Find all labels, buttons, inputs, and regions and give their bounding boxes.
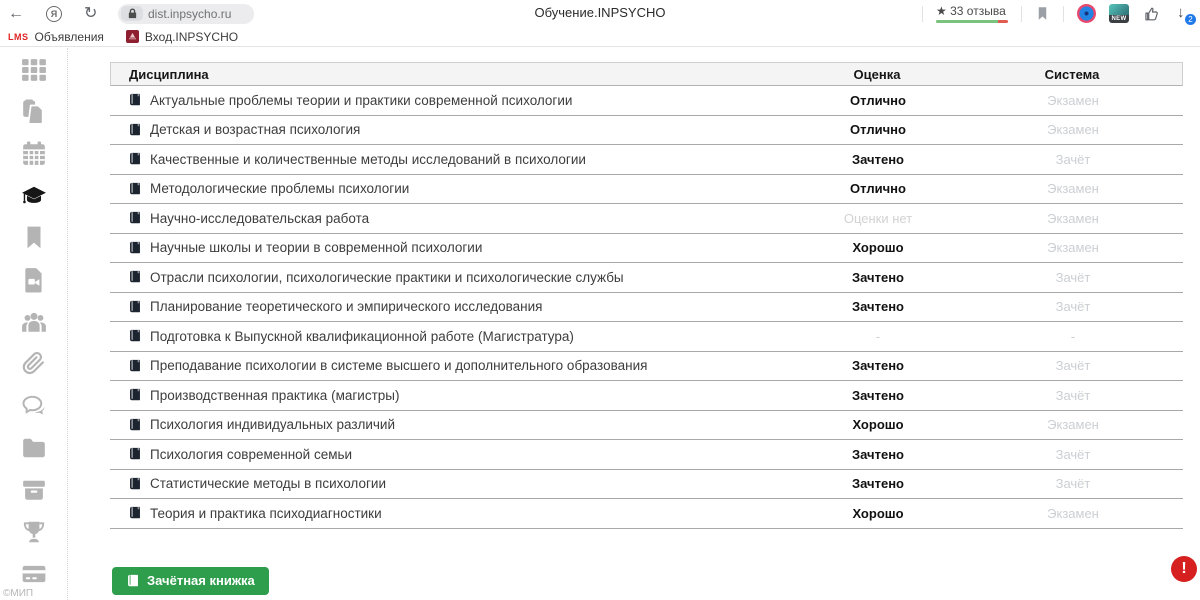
site-reviews-button[interactable] [936, 4, 1008, 23]
grades-table-body [110, 86, 1183, 529]
book-icon [128, 93, 142, 107]
system-value: - [1070, 328, 1076, 344]
sidebar-footer-label: ©МИП [3, 588, 34, 599]
book-icon [128, 300, 142, 314]
table-row[interactable] [110, 293, 1183, 323]
reviews-count: 33 отзыва [950, 4, 1006, 18]
system-value: Зачёт [1055, 446, 1091, 462]
alert-notification-button[interactable]: ! [1171, 556, 1197, 582]
table-row[interactable] [110, 116, 1183, 146]
discipline-name: Производственная практика (магистры) [150, 387, 400, 403]
extension-new-icon[interactable] [1109, 4, 1129, 23]
discipline-name: Подготовка к Выпускной квалификационной работе (Магистратура) [150, 328, 574, 344]
toolbar-divider [1021, 6, 1022, 22]
sidebar-item-apps-grid-icon[interactable] [21, 57, 47, 83]
grade-value: Зачтено [852, 446, 904, 462]
lms-favicon: LMS [8, 31, 29, 42]
grade-value: Зачтено [852, 476, 904, 492]
inpsycho-favicon [126, 30, 139, 43]
gradebook-button[interactable] [112, 567, 269, 595]
system-value: Зачёт [1055, 151, 1091, 167]
grade-value: Зачтено [852, 299, 904, 315]
table-row[interactable] [110, 470, 1183, 500]
grade-value: Зачтено [852, 387, 904, 403]
book-icon [128, 388, 142, 402]
system-value: Экзамен [1047, 417, 1099, 433]
system-value: Экзамен [1047, 122, 1099, 138]
table-row[interactable] [110, 145, 1183, 175]
grade-value: Отлично [850, 181, 906, 197]
grade-value: Зачтено [852, 269, 904, 285]
table-row[interactable] [110, 352, 1183, 382]
book-icon [128, 506, 142, 520]
header-system: Система [1044, 66, 1100, 82]
table-row[interactable] [110, 204, 1183, 234]
book-icon [128, 359, 142, 373]
sidebar-item-bookmarks-icon[interactable] [21, 225, 47, 251]
table-row[interactable] [110, 175, 1183, 205]
rating-bar [936, 20, 1008, 23]
grade-value: - [875, 328, 881, 344]
toolbar-divider [922, 6, 923, 22]
book-icon [128, 447, 142, 461]
main-content [68, 48, 1200, 600]
book-icon [128, 270, 142, 284]
refresh-icon[interactable]: ↻ [84, 4, 98, 22]
bookmark-flag-icon[interactable] [1035, 6, 1050, 21]
discipline-name: Качественные и количественные методы исследований в психологии [150, 151, 586, 167]
discipline-name: Научные школы и теории в современной психологии [150, 240, 483, 256]
toolbar-divider [1063, 6, 1064, 22]
back-icon[interactable]: ← [8, 4, 24, 22]
table-row[interactable] [110, 411, 1183, 441]
sidebar-item-education-icon[interactable] [21, 183, 47, 209]
book-icon [128, 241, 142, 255]
sidebar-item-payments-icon[interactable] [21, 561, 47, 587]
tab-title: Обучение.INPSYCHO [534, 5, 666, 20]
table-row[interactable] [110, 322, 1183, 352]
discipline-name: Методологические проблемы психологии [150, 181, 410, 197]
table-header-row [110, 62, 1183, 86]
discipline-name: Актуальные проблемы теории и практики современной психологии [150, 92, 573, 108]
downloads-count-badge: 2 [1185, 14, 1196, 25]
table-row[interactable] [110, 381, 1183, 411]
gradebook-button-label: Зачётная книжка [147, 573, 255, 588]
grade-value: Зачтено [852, 358, 904, 374]
grade-value: Хорошо [852, 417, 904, 433]
book-icon [128, 182, 142, 196]
app-sidebar [0, 48, 68, 600]
discipline-name: Преподавание психологии в системе высшего и дополнительного образования [150, 358, 648, 374]
bookmark-item-lms[interactable] [8, 30, 104, 44]
system-value: Зачёт [1055, 358, 1091, 374]
discipline-name: Детская и возрастная психология [150, 122, 361, 138]
sidebar-item-video-materials-icon[interactable] [21, 267, 47, 293]
system-value: Зачёт [1055, 476, 1091, 492]
sidebar-item-documents-icon[interactable] [21, 99, 47, 125]
sidebar-item-calendar-icon[interactable] [21, 141, 47, 167]
grade-value: Отлично [850, 122, 906, 138]
sidebar-item-attachments-icon[interactable] [21, 351, 47, 377]
table-row[interactable] [110, 499, 1183, 529]
grade-value: Зачтено [852, 151, 904, 167]
downloads-button[interactable] [1174, 3, 1194, 25]
sidebar-item-archive-icon[interactable] [21, 477, 47, 503]
download-icon: ↓ [1177, 3, 1185, 21]
header-grade: Оценка [853, 66, 901, 82]
discipline-name: Научно-исследовательская работа [150, 210, 370, 226]
sidebar-item-messages-icon[interactable] [21, 393, 47, 419]
header-discipline: Дисциплина [129, 66, 209, 82]
table-row[interactable] [110, 86, 1183, 116]
extension-image [1109, 4, 1129, 15]
grade-value: Хорошо [852, 240, 904, 256]
sidebar-item-awards-icon[interactable] [21, 519, 47, 545]
system-value: Экзамен [1047, 92, 1099, 108]
grades-table [110, 62, 1183, 529]
book-icon [128, 152, 142, 166]
yandex-browser-icon[interactable]: Я [46, 6, 62, 22]
grade-value: Хорошо [852, 505, 904, 521]
book-icon [128, 477, 142, 491]
book-icon [128, 123, 142, 137]
book-icon [126, 574, 140, 588]
extension-browser-icon[interactable] [1077, 4, 1096, 23]
sidebar-item-users-icon[interactable] [21, 309, 47, 335]
system-value: Зачёт [1055, 387, 1091, 403]
discipline-name: Планирование теоретического и эмпирического исследования [150, 299, 543, 315]
url-text: dist.inpsycho.ru [148, 6, 232, 21]
table-row[interactable] [110, 440, 1183, 470]
discipline-name: Психология индивидуальных различий [150, 417, 395, 433]
bookmarks-bar [0, 27, 1200, 47]
discipline-name: Отрасли психологии, психологические практики и психологические службы [150, 269, 624, 285]
sidebar-item-folders-icon[interactable] [21, 435, 47, 461]
system-value: Экзамен [1047, 505, 1099, 521]
grade-value: Отлично [850, 92, 906, 108]
system-value: Зачёт [1055, 299, 1091, 315]
table-row[interactable] [110, 263, 1183, 293]
system-value: Экзамен [1047, 181, 1099, 197]
book-icon [128, 329, 142, 343]
bookmark-label: Объявления [34, 29, 104, 44]
bookmark-label: Вход.INPSYCHO [144, 29, 239, 44]
book-icon [128, 418, 142, 432]
book-icon [128, 211, 142, 225]
discipline-name: Теория и практика психодиагностики [150, 505, 382, 521]
discipline-name: Статистические методы в психологии [150, 476, 386, 492]
new-badge: NEW [1109, 15, 1129, 23]
table-row[interactable] [110, 234, 1183, 264]
bookmark-item-inpsycho[interactable] [126, 30, 238, 44]
discipline-name: Психология современной семьи [150, 446, 353, 462]
system-value: Экзамен [1047, 210, 1099, 226]
system-value: Зачёт [1055, 269, 1091, 285]
system-value: Экзамен [1047, 240, 1099, 256]
gesture-extension-icon[interactable] [1142, 4, 1161, 23]
grade-value: Оценки нет [843, 210, 913, 226]
star-icon: ★ [936, 4, 947, 18]
browser-toolbar [0, 0, 1200, 27]
